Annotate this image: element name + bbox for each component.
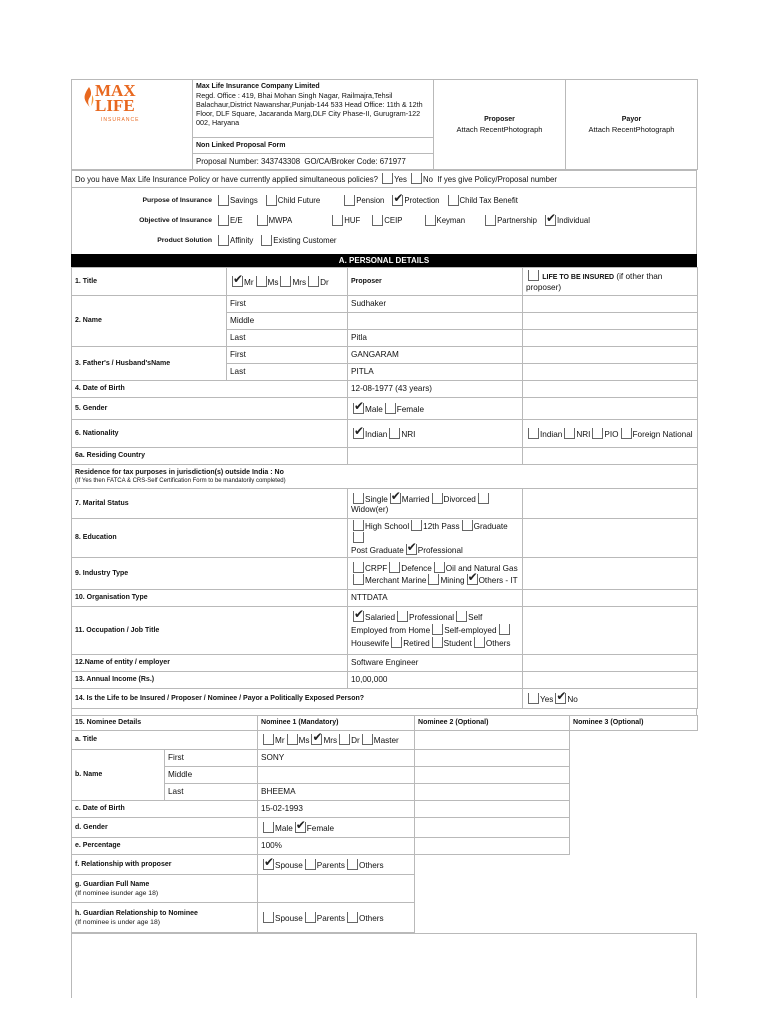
education-label: 8. Education — [72, 519, 348, 558]
nominee-master-checkbox[interactable] — [362, 734, 373, 745]
proposer-photo-box[interactable] — [434, 80, 566, 170]
nationality-label: 6. Nationality — [72, 420, 348, 448]
flame-icon — [83, 87, 95, 109]
father-first-value[interactable]: GANGARAM — [348, 347, 523, 364]
nominee2-guardian-rel — [415, 903, 570, 933]
child-future-checkbox[interactable] — [266, 195, 277, 206]
nominee-dr-label: Dr — [351, 736, 360, 745]
middle-name-value[interactable] — [348, 313, 523, 330]
payor-photo-box[interactable] — [566, 80, 698, 170]
guardian-relationship-label-cell — [72, 903, 258, 933]
first-name-value[interactable]: Sudhaker — [348, 296, 523, 313]
industry-options — [348, 558, 523, 590]
li-nri-label: NRI — [576, 429, 591, 439]
last-label: Last — [227, 330, 348, 347]
li-indian-checkbox[interactable] — [528, 428, 539, 439]
dob-value[interactable]: 12-08-1977 (43 years) — [348, 381, 523, 398]
nominee-name-label: b. Name — [72, 750, 165, 801]
housewife-label: Housewife — [351, 639, 390, 648]
nominee-middle-value[interactable] — [258, 767, 415, 784]
nominee-gender-options — [258, 818, 415, 838]
form-header — [71, 79, 698, 170]
father-first-label: First — [227, 347, 348, 364]
nominee3-header: Nominee 3 (Optional) — [570, 716, 698, 731]
nominee-percentage-value[interactable]: 100% — [258, 838, 415, 855]
guardian-relationship-options — [258, 903, 415, 933]
nominee2-last[interactable] — [415, 784, 570, 801]
professional-occ-label: Professional — [409, 613, 455, 622]
life-insured-father-last[interactable] — [523, 364, 698, 381]
rel-parents-label: Parents — [316, 860, 346, 870]
proposal-numbers — [193, 154, 434, 170]
father-name-label: 3. Father's / Husband'sName — [72, 347, 227, 381]
li-indian-label: Indian — [540, 429, 563, 439]
tax-residence — [72, 465, 698, 489]
life-insured-nationality — [523, 420, 698, 448]
purpose-pension[interactable] — [342, 195, 384, 206]
existing-policy-no-label: No — [423, 175, 433, 184]
individual-checkbox[interactable] — [545, 215, 556, 226]
guardian-spouse-checkbox[interactable] — [263, 912, 274, 923]
life-insured-label: LIFE TO BE INSURED — [542, 274, 615, 281]
nri-checkbox[interactable] — [389, 428, 400, 439]
others-occ-label: Others — [485, 639, 511, 648]
marital-options — [348, 489, 523, 519]
graduate-checkbox[interactable] — [462, 520, 473, 531]
title-ms-label: Ms — [267, 277, 279, 287]
annual-income-value[interactable]: 10,00,000 — [348, 672, 523, 689]
high-school-checkbox[interactable] — [353, 520, 364, 531]
nominee2-header: Nominee 2 (Optional) — [415, 716, 570, 731]
child-future-label: Child Future — [277, 195, 321, 205]
objective-ceip[interactable] — [370, 215, 402, 226]
company-name: Max Life Insurance Company Limited — [196, 83, 320, 90]
guardian-others-checkbox[interactable] — [347, 912, 358, 923]
ee-label: E/E — [230, 215, 243, 225]
nominee-mr-label: Mr — [275, 736, 285, 745]
purpose-label: Purpose of Insurance — [142, 196, 212, 204]
employer-label: 12.Name of entity / employer — [72, 655, 348, 672]
high-school-label: High School — [365, 522, 410, 531]
nominee3-guardian — [570, 875, 698, 903]
nominee-title-label: a. Title — [72, 731, 258, 750]
nominee2-title[interactable] — [415, 731, 570, 750]
title-dr-checkbox[interactable] — [308, 276, 319, 287]
post-graduate-label: Post Graduate — [351, 546, 404, 555]
logo-cell — [72, 80, 193, 170]
nominee2-middle[interactable] — [415, 767, 570, 784]
tax-residence-note: (If Yes then FATCA & CRS-Self Certification Form to be mandatorily completed) — [75, 477, 286, 484]
middle-label: Middle — [227, 313, 348, 330]
nominee-ms-checkbox[interactable] — [287, 734, 298, 745]
life-insured-middle-name[interactable] — [523, 313, 698, 330]
existing-policy-no-checkbox[interactable] — [411, 173, 422, 184]
pep-label: 14. Is the Life to be Insured / Proposer / Nominee / Payor a Politically Exposed Person? — [72, 689, 523, 709]
nominee-first-label: First — [165, 750, 258, 767]
self-employed-checkbox[interactable] — [432, 624, 443, 635]
nominee-mrs-checkbox[interactable] — [311, 734, 322, 745]
professional-checkbox[interactable] — [406, 544, 417, 555]
guardian-name-value[interactable] — [258, 875, 415, 903]
single-checkbox[interactable] — [353, 493, 364, 504]
life-insured-note: (if other than proposer) — [526, 272, 663, 292]
widow-label: Widow(er) — [351, 504, 389, 514]
nominee3-last — [570, 784, 698, 801]
others-it-label: Others - IT — [478, 575, 518, 585]
nominee-percentage-label: e. Percentage — [72, 838, 258, 855]
life-insured-marital[interactable] — [523, 489, 698, 519]
savings-label: Savings — [230, 195, 258, 205]
12th-pass-checkbox[interactable] — [411, 520, 422, 531]
partnership-checkbox[interactable] — [485, 215, 496, 226]
widow-checkbox[interactable] — [478, 493, 489, 504]
nominee-last-label: Last — [165, 784, 258, 801]
nominee-dob-value[interactable]: 15-02-1993 — [258, 801, 415, 818]
section-a-header: A. PERSONAL DETAILS — [71, 254, 697, 267]
pension-checkbox[interactable] — [344, 195, 355, 206]
self-employed-home-label: Self Employed from Home — [351, 613, 483, 635]
nominee3-percentage — [570, 838, 698, 855]
objective-individual[interactable] — [543, 215, 590, 226]
divorced-label: Divorced — [443, 494, 476, 504]
female-label: Female — [396, 404, 425, 414]
guardian-relationship-label: h. Guardian Relationship to Nominee — [75, 909, 198, 917]
crpf-label: CRPF — [365, 563, 388, 573]
nominee2-first[interactable] — [415, 750, 570, 767]
nominee-gender-label: d. Gender — [72, 818, 258, 838]
rel-others-label: Others — [359, 860, 384, 870]
affinity-checkbox[interactable] — [218, 235, 229, 246]
existing-customer-checkbox[interactable] — [261, 235, 272, 246]
nominee2-percentage[interactable] — [415, 838, 570, 855]
pep-no-label: No — [567, 694, 578, 704]
child-tax-benefit-label: Child Tax Benefit — [459, 195, 518, 205]
life-insured-org-type[interactable] — [523, 590, 698, 607]
guardian-name-label-cell — [72, 875, 258, 903]
li-nri-checkbox[interactable] — [564, 428, 575, 439]
self-employed-label: Self-employed — [444, 626, 497, 635]
logo-text-max: MAX — [95, 81, 136, 100]
form-bottom-border — [71, 933, 697, 998]
life-insured-first-name[interactable] — [523, 296, 698, 313]
pep-no-checkbox[interactable] — [555, 693, 566, 704]
li-foreign-checkbox[interactable] — [621, 428, 632, 439]
nominee-first-value[interactable]: SONY — [258, 750, 415, 767]
life-insured-cell — [523, 268, 698, 296]
objective-row — [72, 210, 696, 230]
title-mrs-checkbox[interactable] — [280, 276, 291, 287]
occupation-options — [348, 607, 523, 655]
existing-policy-question: Do you have Max Life Insurance Policy or have currently applied simultaneous policies? — [75, 175, 378, 184]
nominee-relationship-options — [258, 855, 415, 875]
life-insured-checkbox[interactable] — [528, 270, 539, 281]
mwpa-label: MWPA — [268, 215, 293, 225]
existing-policy-yes-checkbox[interactable] — [382, 173, 393, 184]
annual-income-label: 13. Annual Income (Rs.) — [72, 672, 348, 689]
nri-label: NRI — [401, 429, 416, 439]
individual-label: Individual — [556, 215, 590, 225]
guardian-relationship-note: (If nominee is under age 18) — [75, 918, 161, 926]
first-label: First — [227, 296, 348, 313]
nominee2-gender[interactable] — [415, 818, 570, 838]
salaried-checkbox[interactable] — [353, 611, 364, 622]
nominee-middle-label: Middle — [165, 767, 258, 784]
education-options — [348, 519, 523, 558]
salaried-label: Salaried — [365, 613, 396, 622]
industry-type-label: 9. Industry Type — [72, 558, 348, 590]
nominee3-dob — [570, 801, 698, 818]
student-label: Student — [443, 639, 472, 648]
proposal-number: Proposal Number: 343743308 — [196, 156, 301, 166]
nominee-last-value[interactable]: BHEEMA — [258, 784, 415, 801]
title-mr-checkbox[interactable] — [232, 276, 243, 287]
savings-checkbox[interactable] — [218, 195, 229, 206]
title-dr-label: Dr — [320, 277, 329, 287]
female-checkbox[interactable] — [385, 403, 396, 414]
affinity-label: Affinity — [230, 235, 254, 245]
purpose-row — [72, 190, 696, 210]
protection-label: Protection — [404, 195, 440, 205]
objective-partnership[interactable] — [483, 215, 537, 226]
proposal-form — [71, 79, 697, 998]
nominee-dr-checkbox[interactable] — [339, 734, 350, 745]
pep-yes-label: Yes — [540, 694, 554, 704]
form-type: Non Linked Proposal Form — [193, 138, 434, 154]
rel-parents-checkbox[interactable] — [305, 859, 316, 870]
product-row — [72, 230, 696, 250]
product-label: Product Solution — [157, 236, 212, 244]
dob-label: 4. Date of Birth — [72, 381, 348, 398]
objective-keyman[interactable] — [423, 215, 466, 226]
male-checkbox[interactable] — [353, 403, 364, 414]
life-insured-residing-country[interactable] — [523, 448, 698, 465]
li-pio-checkbox[interactable] — [592, 428, 603, 439]
nominee-female-checkbox[interactable] — [295, 822, 306, 833]
defence-label: Defence — [401, 563, 432, 573]
married-checkbox[interactable] — [390, 493, 401, 504]
broker-code: GO/CA/Broker Code: 671977 — [304, 156, 406, 166]
nominee3-relationship — [570, 855, 698, 875]
nominee-dob-label: c. Date of Birth — [72, 801, 258, 818]
product-affinity[interactable] — [216, 235, 253, 246]
nominee-mr-checkbox[interactable] — [263, 734, 274, 745]
father-last-label: Last — [227, 364, 348, 381]
max-life-logo — [75, 81, 189, 121]
li-pio-label: PIO — [604, 429, 619, 439]
guardian-parents-checkbox[interactable] — [305, 912, 316, 923]
company-info — [193, 80, 434, 138]
purpose-savings[interactable] — [216, 195, 258, 206]
pep-yes-checkbox[interactable] — [528, 693, 539, 704]
nominee2-dob[interactable] — [415, 801, 570, 818]
objective-mwpa[interactable] — [255, 215, 293, 226]
child-tax-benefit-checkbox[interactable] — [448, 195, 459, 206]
nominee2-relationship — [415, 855, 570, 875]
oil-gas-label: Oil and Natural Gas — [445, 563, 518, 573]
objective-huf[interactable] — [330, 215, 360, 226]
organisation-type-value[interactable]: NTTDATA — [348, 590, 523, 607]
protection-checkbox[interactable] — [392, 195, 403, 206]
keyman-label: Keyman — [436, 215, 466, 225]
mining-label: Mining — [440, 575, 465, 585]
nationality-options — [348, 420, 523, 448]
crpf-checkbox[interactable] — [353, 562, 364, 573]
pension-label: Pension — [356, 195, 385, 205]
life-insured-employer[interactable] — [523, 655, 698, 672]
oil-gas-checkbox[interactable] — [434, 562, 445, 573]
post-graduate-checkbox[interactable] — [353, 532, 364, 543]
partnership-label: Partnership — [497, 215, 537, 225]
tax-residence-label: Residence for tax purposes in jurisdiction(s) outside India : No — [75, 468, 284, 476]
guardian-others-label: Others — [359, 913, 384, 923]
existing-customer-label: Existing Customer — [273, 235, 337, 245]
occupation-label: 11. Occupation / Job Title — [72, 607, 348, 655]
purpose-protection[interactable] — [390, 195, 439, 206]
existing-policy-row — [71, 170, 697, 188]
objective-label: Objective of Insurance — [139, 216, 212, 224]
company-address: Regd. Office : 419, Bhai Mohan Singh Nagar, Railmajra,Tehsil Balachaur,District Nawanshar,Punjab-144 533 Head Office: 11th & 12th Floor, DLF Square, Jacaranda Marg,DLF City Phase-II, Gurugram-122 002, Haryana — [196, 91, 423, 127]
proposer-photo-note: Attach RecentPhotograph — [456, 124, 543, 134]
life-insured-occupation[interactable] — [523, 607, 698, 655]
life-insured-dob[interactable] — [523, 381, 698, 398]
title-mr-label: Mr — [244, 277, 254, 287]
divorced-checkbox[interactable] — [432, 493, 443, 504]
nominee3-first — [570, 750, 698, 767]
nominee-relationship-label: f. Relationship with proposer — [72, 855, 258, 875]
product-existing[interactable] — [259, 235, 336, 246]
life-insured-father-first[interactable] — [523, 347, 698, 364]
marital-status-label: 7. Marital Status — [72, 489, 348, 519]
nominee2-guardian — [415, 875, 570, 903]
nominee-title-options — [258, 731, 415, 750]
existing-policy-note: If yes give Policy/Proposal number — [437, 175, 557, 184]
defence-checkbox[interactable] — [389, 562, 400, 573]
others-occ-checkbox[interactable] — [474, 637, 485, 648]
graduate-label: Graduate — [473, 522, 508, 531]
last-name-value[interactable]: Pitla — [348, 330, 523, 347]
life-insured-last-name[interactable] — [523, 330, 698, 347]
retired-checkbox[interactable] — [391, 637, 402, 648]
title-mrs-label: Mrs — [292, 277, 307, 287]
nominee-male-label: Male — [275, 823, 293, 833]
retired-label: Retired — [403, 639, 430, 648]
nominee-male-checkbox[interactable] — [263, 822, 274, 833]
title-label: 1. Title — [72, 268, 227, 296]
male-label: Male — [365, 404, 383, 414]
nominee-female-label: Female — [306, 823, 335, 833]
proposer-photo-title: Proposer — [484, 115, 515, 123]
objective-ee[interactable] — [216, 215, 243, 226]
guardian-name-note: (If nominee isunder age 18) — [75, 889, 159, 897]
name-label: 2. Name — [72, 296, 227, 347]
rel-spouse-checkbox[interactable] — [263, 859, 274, 870]
mining-checkbox[interactable] — [428, 574, 439, 585]
payor-photo-note: Attach RecentPhotograph — [588, 124, 675, 134]
li-foreign-label: Foreign National — [632, 429, 693, 439]
ceip-checkbox[interactable] — [372, 215, 383, 226]
nominee-table — [71, 715, 698, 933]
ee-checkbox[interactable] — [218, 215, 229, 226]
gender-label: 5. Gender — [72, 398, 348, 420]
12th-pass-label: 12th Pass — [423, 522, 460, 531]
guardian-spouse-label: Spouse — [275, 913, 303, 923]
nominee-ms-label: Ms — [298, 736, 310, 745]
nominee-details-label: 15. Nominee Details — [72, 716, 258, 731]
pep-options — [523, 689, 698, 709]
life-insured-education[interactable] — [523, 519, 698, 558]
merchant-marine-label: Merchant Marine — [365, 575, 427, 585]
nominee-mrs-label: Mrs — [323, 736, 338, 745]
huf-checkbox[interactable] — [332, 215, 343, 226]
self-employed-home-checkbox[interactable] — [456, 611, 467, 622]
married-label: Married — [401, 494, 430, 504]
personal-details-table — [71, 267, 698, 709]
residing-country-label: 6a. Residing Country — [72, 448, 348, 465]
existing-policy-yes-label: Yes — [394, 175, 407, 184]
nominee3-gender — [570, 818, 698, 838]
purpose-child-future[interactable] — [264, 195, 320, 206]
insurance-options-block — [71, 188, 697, 254]
indian-label: Indian — [365, 429, 388, 439]
nominee3-guardian-rel — [570, 903, 698, 933]
logo-text-life: LIFE — [95, 96, 135, 115]
merchant-marine-checkbox[interactable] — [353, 574, 364, 585]
professional-occ-checkbox[interactable] — [397, 611, 408, 622]
life-insured-income[interactable] — [523, 672, 698, 689]
student-checkbox[interactable] — [432, 637, 443, 648]
rel-spouse-label: Spouse — [275, 860, 303, 870]
nominee3-middle — [570, 767, 698, 784]
employer-value[interactable]: Software Engineer — [348, 655, 523, 672]
gender-options — [348, 398, 523, 420]
others-it-checkbox[interactable] — [467, 574, 478, 585]
rel-others-checkbox[interactable] — [347, 859, 358, 870]
nominee3-title — [570, 731, 698, 750]
life-insured-industry[interactable] — [523, 558, 698, 590]
title-ms-checkbox[interactable] — [256, 276, 267, 287]
residing-country-value[interactable] — [348, 448, 523, 465]
proposer-label: Proposer — [348, 268, 523, 296]
housewife-checkbox[interactable] — [499, 624, 510, 635]
single-label: Single — [365, 494, 388, 504]
nominee-master-label: Master — [373, 736, 399, 745]
huf-label: HUF — [344, 215, 361, 225]
guardian-parents-label: Parents — [316, 913, 346, 923]
indian-checkbox[interactable] — [353, 428, 364, 439]
ceip-label: CEIP — [384, 215, 403, 225]
title-options — [227, 268, 348, 296]
guardian-name-label: g. Guardian Full Name — [75, 880, 150, 888]
father-last-value[interactable]: PITLA — [348, 364, 523, 381]
logo-text-insurance: INSURANCE — [101, 117, 140, 123]
nominee1-header: Nominee 1 (Mandatory) — [258, 716, 415, 731]
purpose-child-tax[interactable] — [446, 195, 518, 206]
organisation-type-label: 10. Organisation Type — [72, 590, 348, 607]
keyman-checkbox[interactable] — [425, 215, 436, 226]
professional-label: Professional — [417, 546, 463, 555]
mwpa-checkbox[interactable] — [257, 215, 268, 226]
life-insured-gender[interactable] — [523, 398, 698, 420]
payor-photo-title: Payor — [621, 115, 642, 123]
